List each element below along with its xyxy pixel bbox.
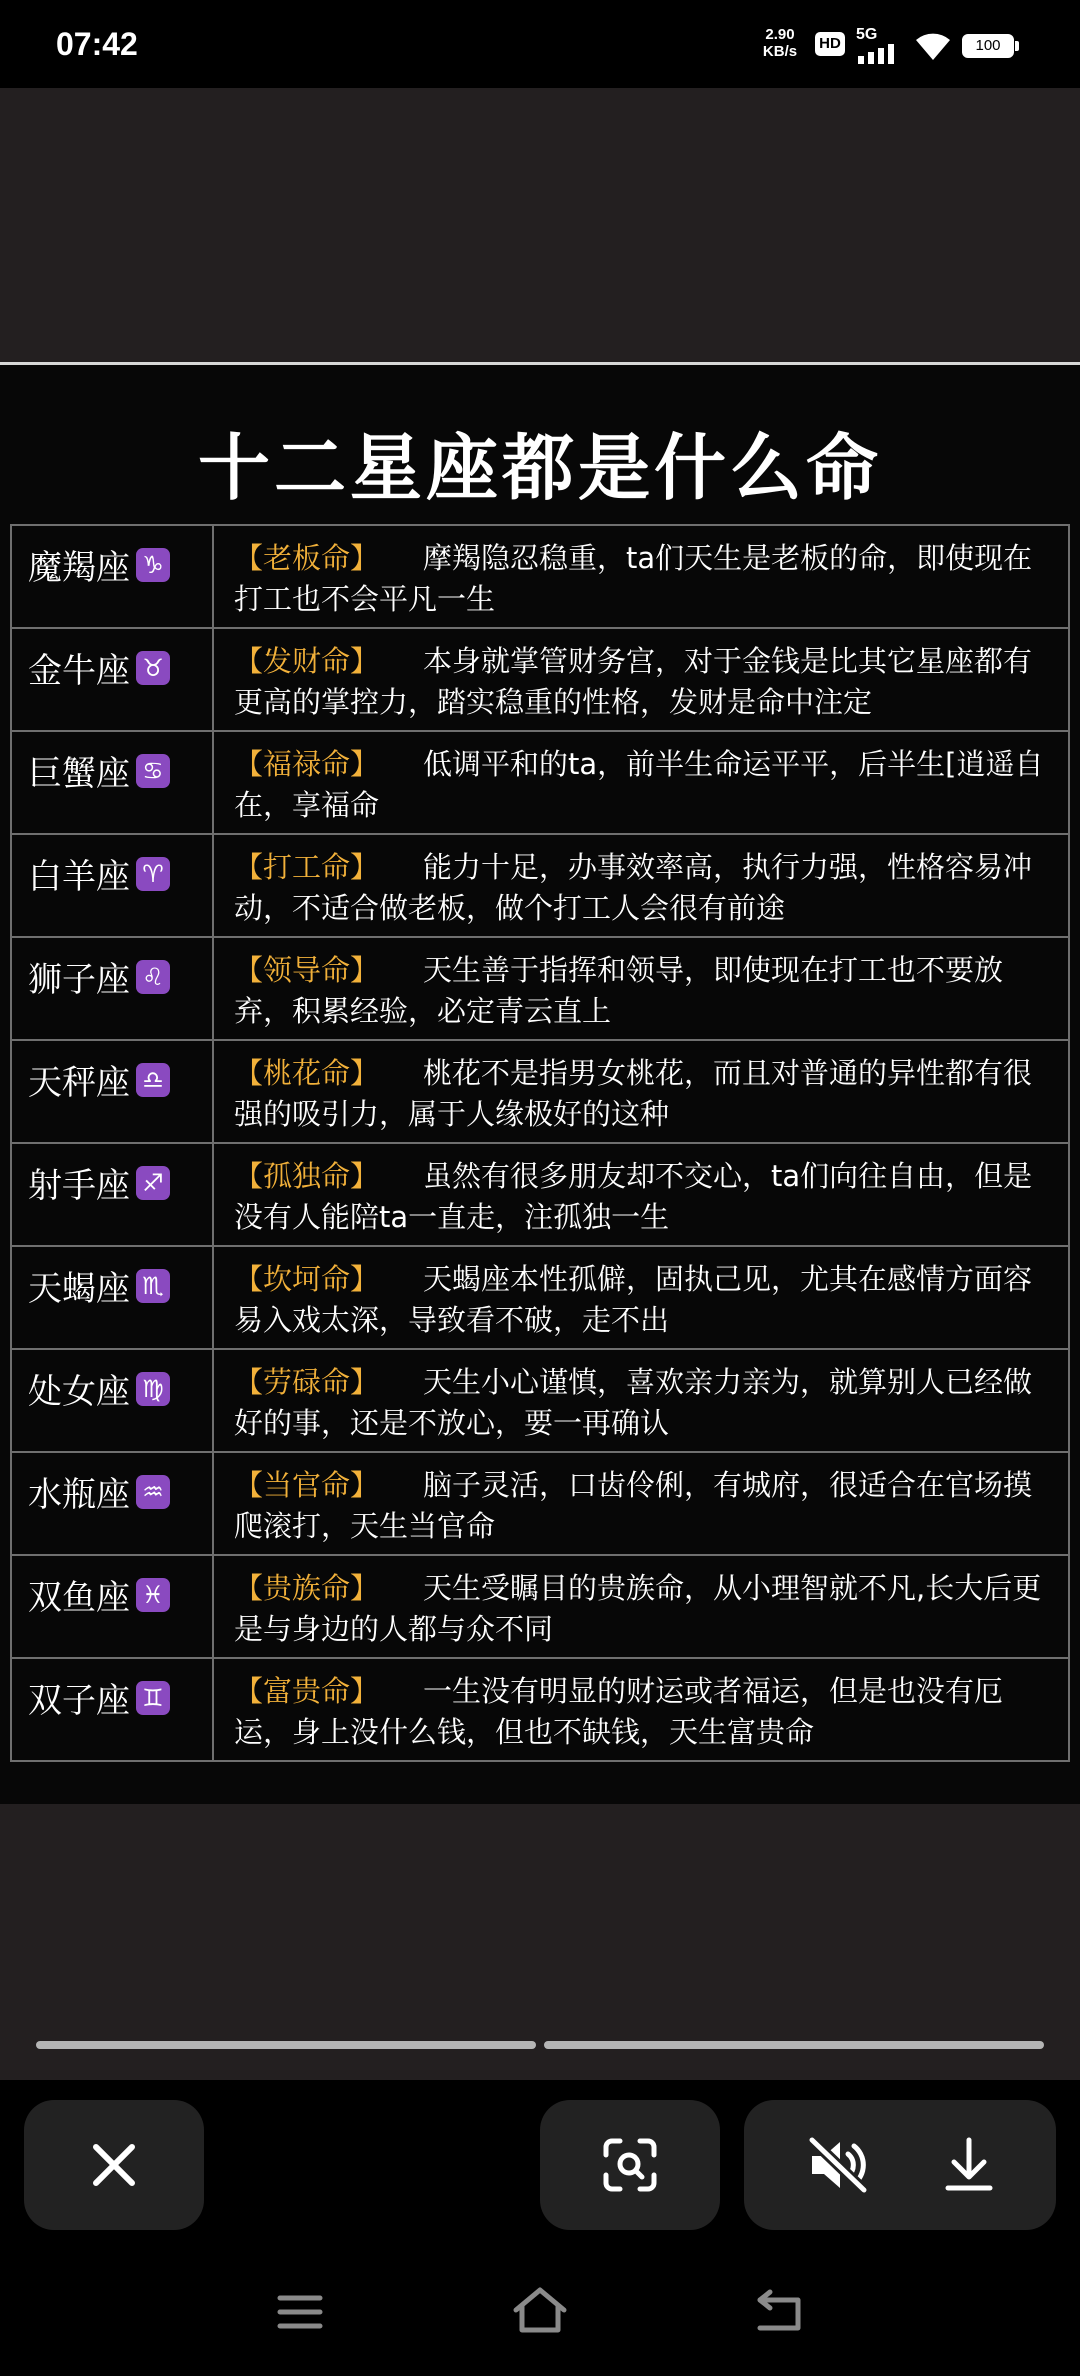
- sign-name: 水瓶座: [28, 1475, 130, 1515]
- fate-description: 一生没有明显的财运或者福运，但是也没有厄运，身上没什么钱，但也不缺钱，天生富贵命: [234, 1674, 1004, 1749]
- battery-tip: [1015, 41, 1019, 51]
- sign-name: 处女座: [28, 1372, 130, 1412]
- sign-name: 射手座: [28, 1166, 130, 1206]
- fate-tag: 【劳碌命】: [234, 1365, 380, 1399]
- zodiac-symbol-icon: ♏: [136, 1269, 170, 1303]
- description-text: [214, 732, 1068, 826]
- zodiac-symbol-icon: ♋: [136, 754, 170, 788]
- zodiac-row: [11, 1349, 1069, 1452]
- download-icon: [944, 2136, 994, 2194]
- description-text: [214, 629, 1068, 723]
- zodiac-row: [11, 1555, 1069, 1658]
- sign-name: 狮子座: [28, 960, 130, 1000]
- fate-tag: 【当官命】: [234, 1468, 380, 1502]
- close-icon: [90, 2141, 138, 2189]
- sign-label-group: [12, 1453, 212, 1516]
- description-cell: [213, 1349, 1069, 1452]
- fate-description: 天蝎座本性孤僻，固执己见，尤其在感情方面容易入戏太深，导致看不破，走不出: [234, 1262, 1033, 1337]
- sign-cell: [11, 1040, 213, 1143]
- media-actions-group: [744, 2100, 1056, 2230]
- sign-label-group: [12, 1144, 212, 1207]
- fate-tag: 【孤独命】: [234, 1159, 380, 1193]
- sign-label-group: [12, 835, 212, 898]
- fate-tag: 【贵族命】: [234, 1571, 380, 1605]
- sign-label-group: [12, 1041, 212, 1104]
- fate-description: 能力十足，办事效率高，执行力强，性格容易冲动，不适合做老板，做个打工人会很有前途: [234, 850, 1033, 925]
- sign-label-group: [12, 1659, 212, 1722]
- description-cell: [213, 1246, 1069, 1349]
- fate-description: 桃花不是指男女桃花，而且对普通的异性都有很强的吸引力，属于人缘极好的这种: [234, 1056, 1033, 1131]
- fate-tag: 【坎坷命】: [234, 1262, 380, 1296]
- network-type-label: 5G: [856, 26, 878, 43]
- description-cell: [213, 1555, 1069, 1658]
- speaker-muted-icon: [808, 2136, 872, 2194]
- description-cell: [213, 937, 1069, 1040]
- description-cell: [213, 731, 1069, 834]
- sign-cell: [11, 1452, 213, 1555]
- zodiac-symbol-icon: ♉: [136, 651, 170, 685]
- fate-tag: 【发财命】: [234, 644, 380, 678]
- zodiac-row: [11, 1658, 1069, 1761]
- zodiac-symbol-icon: ♊: [136, 1681, 170, 1715]
- status-time: 07:42: [56, 26, 138, 62]
- sign-cell: [11, 1143, 213, 1246]
- sign-cell: [11, 525, 213, 628]
- fate-description: 摩羯隐忍稳重，ta们天生是老板的命，即使现在打工也不会平凡一生: [234, 541, 1033, 616]
- network-speed-value: 2.90: [765, 26, 795, 43]
- sign-cell: [11, 1349, 213, 1452]
- fate-tag: 【福禄命】: [234, 747, 380, 781]
- fate-tag: 【老板命】: [234, 541, 380, 575]
- sign-name: 巨蟹座: [28, 754, 130, 794]
- scan-icon: [602, 2137, 658, 2193]
- sign-cell: [11, 1555, 213, 1658]
- description-text: [214, 1041, 1068, 1135]
- sign-cell: [11, 834, 213, 937]
- fate-description: 虽然有很多朋友却不交心，ta们向往自由，但是没有人能陪ta一直走，注孤独一生: [234, 1159, 1033, 1234]
- zodiac-symbol-icon: ♌: [136, 960, 170, 994]
- sign-name: 白羊座: [28, 857, 130, 897]
- network-speed: [757, 26, 803, 60]
- description-cell: [213, 834, 1069, 937]
- description-text: [214, 526, 1068, 620]
- hd-icon: HD: [815, 32, 845, 56]
- sign-label-group: [12, 1350, 212, 1413]
- fate-tag: 【打工命】: [234, 850, 380, 884]
- menu-icon[interactable]: [276, 2292, 324, 2332]
- zodiac-row: [11, 628, 1069, 731]
- network-speed-unit: KB/s: [762, 43, 798, 60]
- fate-description: 天生善于指挥和领导，即使现在打工也不要放弃，积累经验，必定青云直上: [234, 953, 1004, 1028]
- sign-label-group: [12, 526, 212, 589]
- sign-name: 魔羯座: [28, 548, 130, 588]
- description-cell: [213, 1143, 1069, 1246]
- status-bar: [0, 0, 1080, 88]
- sign-cell: [11, 731, 213, 834]
- description-text: [214, 1556, 1068, 1650]
- scan-button[interactable]: [540, 2100, 720, 2230]
- sign-label-group: [12, 732, 212, 795]
- description-cell: [213, 525, 1069, 628]
- description-text: [214, 835, 1068, 929]
- fate-description: 本身就掌管财务宫，对于金钱是比其它星座都有更高的掌控力，踏实稳重的性格，发财是命中注定: [234, 644, 1033, 719]
- zodiac-symbol-icon: ♈: [136, 857, 170, 891]
- zodiac-symbol-icon: ♍: [136, 1372, 170, 1406]
- zodiac-symbol-icon: ♒: [136, 1475, 170, 1509]
- sign-label-group: [12, 938, 212, 1001]
- zodiac-row: [11, 525, 1069, 628]
- description-cell: [213, 1040, 1069, 1143]
- progress-segment-2: [544, 2041, 1044, 2049]
- fate-description: 天生小心谨慎，喜欢亲力亲为，就算别人已经做好的事，还是不放心，要一再确认: [234, 1365, 1033, 1440]
- description-text: [214, 1453, 1068, 1547]
- sign-label-group: [12, 1556, 212, 1619]
- zodiac-symbol-icon: ♑: [136, 548, 170, 582]
- zodiac-symbol-icon: ♎: [136, 1063, 170, 1097]
- zodiac-image: [0, 362, 1080, 1804]
- close-button[interactable]: [24, 2100, 204, 2230]
- sign-name: 金牛座: [28, 651, 130, 691]
- zodiac-symbol-icon: ♓: [136, 1578, 170, 1612]
- zodiac-row: [11, 937, 1069, 1040]
- image-title: 十二星座都是什么命: [197, 426, 882, 510]
- fate-tag: 【领导命】: [234, 953, 380, 987]
- sign-cell: [11, 1658, 213, 1761]
- zodiac-table: [10, 524, 1070, 1762]
- description-text: [214, 1659, 1068, 1753]
- sign-cell: [11, 937, 213, 1040]
- description-text: [214, 938, 1068, 1032]
- description-cell: [213, 1658, 1069, 1761]
- sign-name: 天蝎座: [28, 1269, 130, 1309]
- signal-icon: [858, 44, 902, 64]
- sign-label-group: [12, 629, 212, 692]
- battery-icon: 100: [962, 34, 1014, 58]
- description-cell: [213, 1452, 1069, 1555]
- sign-name: 双子座: [28, 1681, 130, 1721]
- mute-button[interactable]: [784, 2120, 894, 2210]
- fate-tag: 【桃花命】: [234, 1056, 380, 1090]
- sign-name: 天秤座: [28, 1063, 130, 1103]
- description-cell: [213, 628, 1069, 731]
- sign-cell: [11, 628, 213, 731]
- zodiac-row: [11, 1143, 1069, 1246]
- image-top-border: [0, 362, 1080, 365]
- wifi-icon: [914, 30, 952, 62]
- zodiac-symbol-icon: ♐: [136, 1166, 170, 1200]
- back-icon[interactable]: [754, 2288, 806, 2334]
- zodiac-row: [11, 1040, 1069, 1143]
- sign-label-group: [12, 1247, 212, 1310]
- sign-cell: [11, 1246, 213, 1349]
- fate-description: 天生受瞩目的贵族命，从小理智就不凡,长大后更是与身边的人都与众不同: [234, 1571, 1042, 1646]
- zodiac-row: [11, 731, 1069, 834]
- fate-tag: 【富贵命】: [234, 1674, 380, 1708]
- fate-description: 低调平和的ta，前半生命运平平，后半生[逍遥自在，享福命: [234, 747, 1044, 822]
- fate-description: 脑子灵活，口齿伶俐，有城府，很适合在官场摸爬滚打，天生当官命: [234, 1468, 1033, 1543]
- zodiac-row: [11, 1452, 1069, 1555]
- download-button[interactable]: [914, 2120, 1024, 2210]
- home-icon[interactable]: [512, 2286, 568, 2334]
- progress-segment-1: [36, 2041, 536, 2049]
- description-text: [214, 1144, 1068, 1238]
- description-text: [214, 1247, 1068, 1341]
- sign-name: 双鱼座: [28, 1578, 130, 1618]
- zodiac-row: [11, 1246, 1069, 1349]
- zodiac-row: [11, 834, 1069, 937]
- description-text: [214, 1350, 1068, 1444]
